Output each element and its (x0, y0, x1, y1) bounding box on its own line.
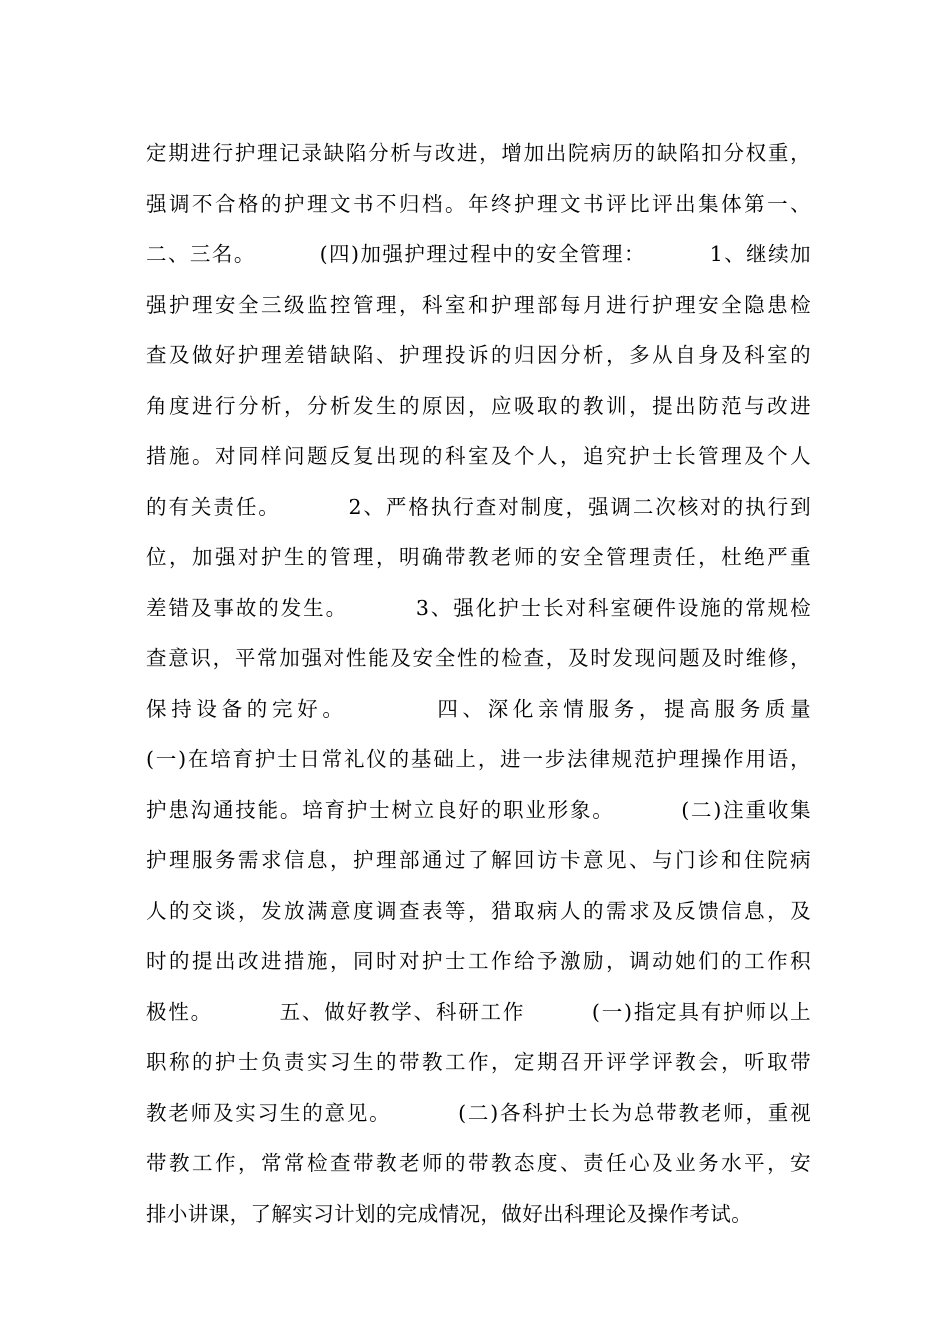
text-line: 护理服务需求信息，护理部通过了解回访卡意见、与门诊和住院病 (146, 848, 811, 872)
text-line: (一)在培育护士日常礼仪的基础上，进一步法律规范护理操作用语， (146, 747, 811, 771)
text-line: 保持设备的完好。 四、深化亲情服务，提高服务质量 (146, 696, 811, 721)
text-line: 极性。 五、做好教学、科研工作 (一)指定具有护师以上 (146, 999, 811, 1024)
text-line: 措施。对同样问题反复出现的科室及个人，追究护士长管理及个人 (146, 444, 811, 468)
text-line: 排小讲课，了解实习计划的完成情况，做好出科理论及操作考试。 (146, 1201, 753, 1226)
text-line: 二、三名。 (四)加强护理过程中的安全管理： 1、继续加 (146, 242, 811, 266)
text-line: 角度进行分析，分析发生的原因，应吸取的教训，提出防范与改进 (146, 393, 811, 418)
text-line: 人的交谈，发放满意度调查表等，猎取病人的需求及反馈信息，及 (146, 898, 811, 923)
text-line: 查意识，平常加强对性能及安全性的检查，及时发现问题及时维修， (146, 646, 811, 670)
text-line: 差错及事故的发生。 3、强化护士长对科室硬件设施的常规检 (146, 595, 811, 620)
text-line: 带教工作，常常检查带教老师的带教态度、责任心及业务水平，安 (146, 1151, 811, 1175)
document-body (146, 128, 811, 1239)
text-line: 护患沟通技能。培育护士树立良好的职业形象。 (二)注重收集 (146, 797, 811, 822)
text-line: 位，加强对护生的管理，明确带教老师的安全管理责任，杜绝严重 (146, 545, 811, 569)
text-line: 职称的护士负责实习生的带教工作，定期召开评学评教会，听取带 (146, 1050, 811, 1074)
text-line: 的有关责任。 2、严格执行查对制度，强调二次核对的执行到 (146, 494, 811, 519)
text-line: 教老师及实习生的意见。 (二)各科护士长为总带教老师，重视 (146, 1100, 811, 1125)
text-line: 强调不合格的护理文书不归档。年终护理文书评比评出集体第一、 (146, 191, 811, 216)
text-line: 强护理安全三级监控管理，科室和护理部每月进行护理安全隐患检 (146, 292, 811, 317)
text-line: 定期进行护理记录缺陷分析与改进，增加出院病历的缺陷扣分权重， (146, 141, 811, 165)
text-line: 时的提出改进措施，同时对护士工作给予激励，调动她们的工作积 (146, 949, 811, 973)
text-line: 查及做好护理差错缺陷、护理投诉的归因分析，多从自身及科室的 (146, 343, 811, 367)
